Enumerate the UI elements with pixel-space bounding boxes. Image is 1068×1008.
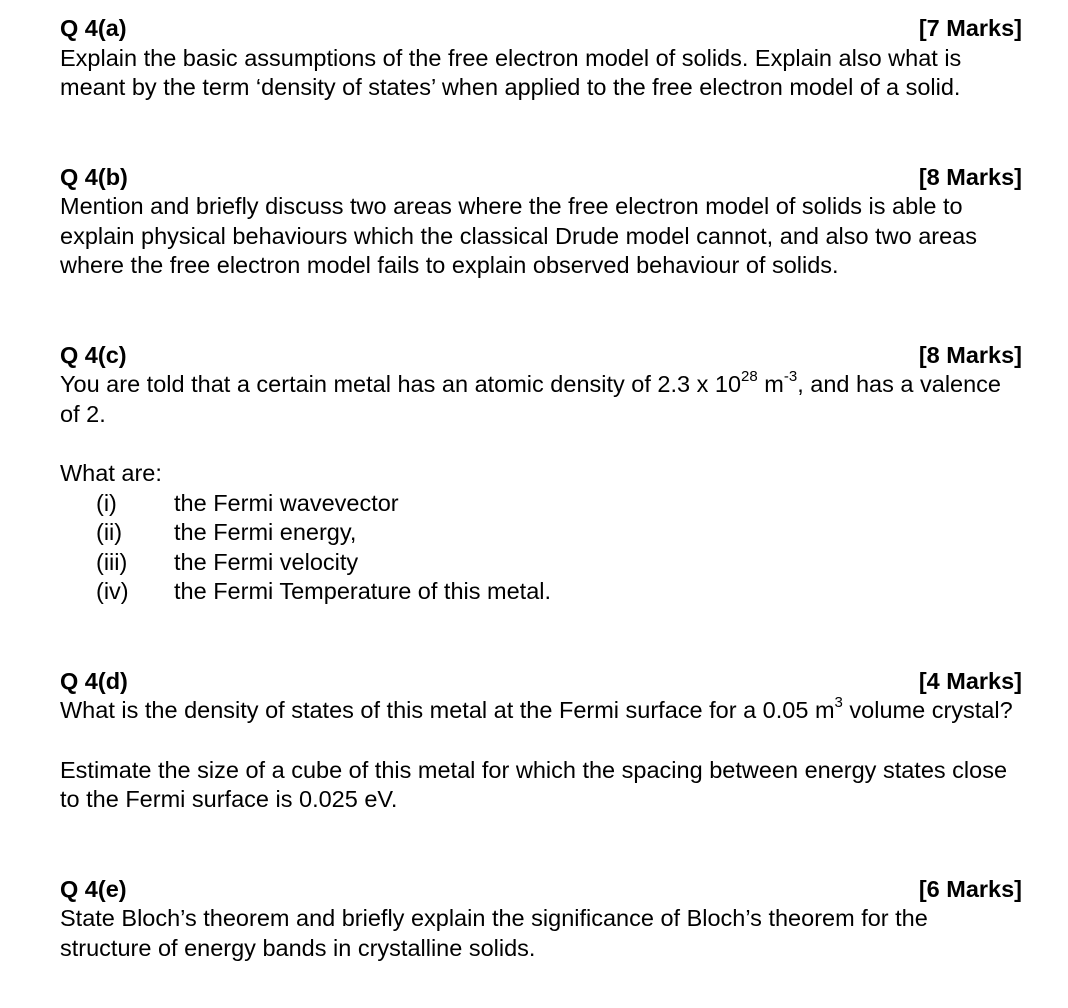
question-text: Mention and briefly discuss two areas where the free electron model of solids is able to explain physical behaviours which the classical Drude model cannot, and also two areas where the free electron model fails to explain observed behaviour of solids.: [60, 193, 978, 278]
item-text: the Fermi energy,: [174, 519, 357, 545]
list-item: [60, 548, 1022, 578]
item-number: (iv): [96, 578, 129, 604]
question-header: [60, 875, 1022, 905]
list-item: [60, 518, 1022, 548]
text-segment: volume crystal?: [842, 697, 1013, 723]
question-header: [60, 14, 1022, 44]
question-label: Q 4(e): [60, 875, 127, 902]
item-number: (iii): [96, 548, 128, 575]
item-text: the Fermi Temperature of this metal.: [174, 578, 552, 604]
exponent: 3: [834, 694, 843, 712]
question-4e: [60, 875, 1022, 964]
question-4c: [60, 341, 1022, 607]
sub-question-list: [60, 489, 1022, 607]
text-segment: You are told that a certain metal has an atomic density of 2.3 x 10: [60, 371, 742, 397]
question-header: [60, 163, 1022, 193]
exam-page: [60, 14, 1022, 963]
question-4a: [60, 14, 1022, 103]
exponent: 28: [741, 368, 758, 386]
question-label: Q 4(a): [60, 15, 127, 41]
item-number: (ii): [96, 519, 123, 545]
question-text: [60, 696, 1022, 726]
text-segment: What is the density of states of this metal at the Fermi surface for a 0.05 m: [60, 697, 835, 723]
question-header: [60, 341, 1022, 371]
list-item: [60, 489, 1022, 519]
question-label: Q 4(b): [60, 163, 128, 190]
question-label: Q 4(d): [60, 667, 128, 694]
question-marks: [6 Marks]: [918, 875, 1022, 902]
question-label: Q 4(c): [60, 341, 127, 368]
item-number: (i): [96, 489, 117, 516]
exponent: -3: [783, 368, 798, 386]
question-header: [60, 667, 1022, 697]
question-4b: [60, 163, 1022, 281]
item-text: the Fermi velocity: [174, 548, 359, 575]
question-text: [60, 370, 1022, 429]
item-text: the Fermi wavevector: [174, 489, 399, 516]
text-segment: , and has a valence of 2.: [60, 371, 1001, 427]
question-marks: [4 Marks]: [918, 667, 1022, 694]
question-text-2: Estimate the size of a cube of this metal for which the spacing between energy states close to the Fermi surface is 0.025 eV.: [60, 756, 1008, 812]
text-segment: m: [757, 371, 784, 397]
question-text: State Bloch’s theorem and briefly explain the significance of Bloch’s theorem for the structure of energy bands in crystalline solids.: [60, 905, 928, 961]
list-item: [60, 577, 1022, 607]
question-4d: [60, 667, 1022, 815]
question-text: Explain the basic assumptions of the free electron model of solids. Explain also what is meant by the term ‘density of states’ when applied to the free electron model of a solid.: [60, 44, 962, 100]
question-marks: [7 Marks]: [918, 15, 1022, 41]
question-marks: [8 Marks]: [918, 341, 1022, 368]
what-are-label: What are:: [60, 460, 162, 486]
question-marks: [8 Marks]: [918, 163, 1022, 190]
